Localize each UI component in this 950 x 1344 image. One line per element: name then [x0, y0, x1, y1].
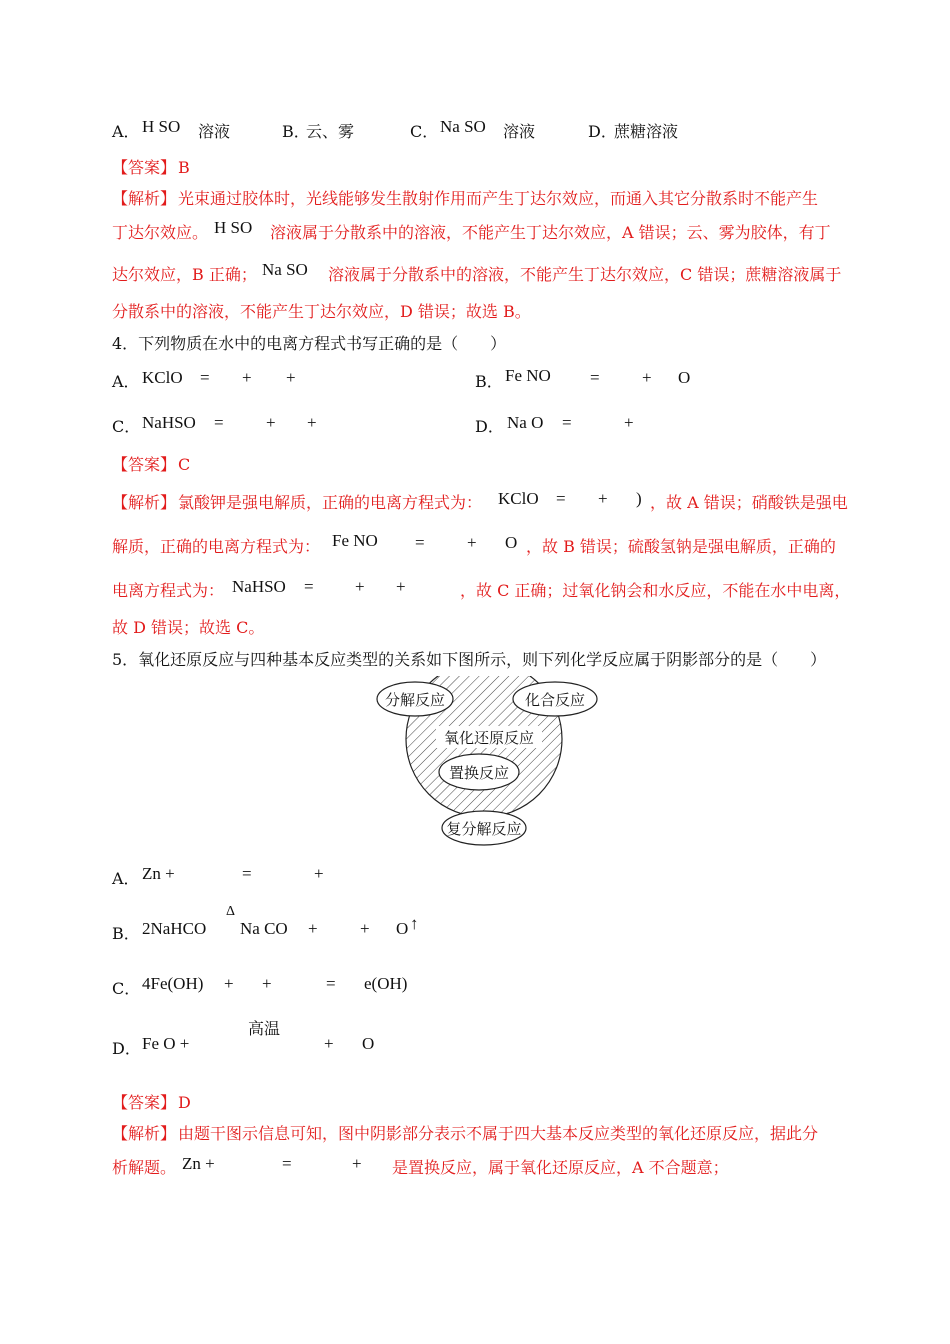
analysis-plus: + [352, 1154, 362, 1173]
analysis-tag: 【解析】 [112, 189, 177, 208]
option-c-formula: 4Fe(OH) [142, 974, 204, 993]
option-a-formula: KClO [142, 368, 183, 387]
analysis-line-2b: ，故 B 错误；硫酸氢钠是强电解质，正确的 [526, 537, 836, 556]
combination-label: 化合反应 [524, 691, 586, 709]
analysis-line-1b: ，故 A 错误；硝酸铁是强电 [650, 493, 848, 512]
analysis-eq: = [282, 1154, 292, 1173]
analysis-plus-3a: + [355, 577, 365, 596]
answer-tag: 【答案】 [112, 1093, 177, 1112]
option-d-formula: Na O [507, 413, 544, 432]
option-c-label: C． [410, 122, 439, 141]
analysis-plus-3b: + [396, 577, 406, 596]
analysis-line-3a: 电离方程式为： [112, 581, 225, 600]
analysis-plus-2: + [467, 533, 477, 552]
option-a-plus-2: + [286, 368, 296, 387]
analysis-eq-2: = [415, 533, 425, 552]
analysis-line-1: 光束通过胶体时，光线能够发生散射作用而产生丁达尔效应，而通入其它分散系时不能产生 [178, 189, 819, 208]
option-c-eq: = [214, 413, 224, 432]
analysis-formula-h2so4: H SO [214, 218, 253, 237]
option-d-formula: Fe O + [142, 1034, 190, 1053]
analysis-line-4: 故 D 错误；故选 C。 [112, 618, 265, 637]
option-d-label: D． [112, 1039, 141, 1058]
option-b-product: Na CO [240, 919, 288, 938]
option-b-formula: 2NaHCO [142, 919, 207, 938]
option-c-plus-1: + [266, 413, 276, 432]
analysis-line-2a: 丁达尔效应。 [112, 223, 209, 242]
analysis-line-3b: 溶液属于分散系中的溶液，不能产生丁达尔效应，C 错误；蔗糖溶液属于 [328, 265, 842, 284]
analysis-formula-nahso4: NaHSO [232, 577, 286, 596]
option-b-plus-1: + [308, 919, 318, 938]
answer-value: D [178, 1093, 191, 1112]
option-d-plus: + [624, 413, 634, 432]
analysis-line-3b: ，故 C 正确；过氧化钠会和水反应，不能在水中电离， [460, 581, 851, 600]
option-b-plus-2: + [360, 919, 370, 938]
analysis-line-2b: 是置换反应，属于氧化还原反应，A 不合题意； [392, 1158, 729, 1177]
option-b-condition: Δ [226, 904, 236, 919]
answer-value: C [178, 455, 191, 474]
option-d-label: D． [588, 122, 617, 141]
option-b-tail: O [396, 919, 409, 938]
option-b-eq: = [590, 368, 600, 387]
option-c-plus-2: + [262, 974, 272, 993]
analysis-line-3a: 达尔效应，B 正确； [112, 265, 257, 284]
reaction-relation-diagram [370, 676, 605, 852]
option-d-eq: = [562, 413, 572, 432]
analysis-formula-fe-no3: Fe NO [332, 531, 378, 550]
option-a-label: A． [112, 372, 140, 391]
option-a-formula: H SO [142, 117, 181, 136]
option-b-formula: Fe NO [505, 366, 551, 385]
option-d-plus: + [324, 1034, 334, 1053]
analysis-line-2b: 溶液属于分散系中的溶液，不能产生丁达尔效应，A 错误；云、雾为胶体，有丁 [270, 223, 831, 242]
option-d-condition: 高温 [248, 1019, 281, 1038]
answer-value: B [178, 158, 190, 177]
analysis-tag: 【解析】 [112, 493, 177, 512]
analysis-tag: 【解析】 [112, 1124, 177, 1143]
analysis-eq-3: = [304, 577, 314, 596]
displacement-label: 置换反应 [448, 764, 510, 782]
analysis-formula-kclo3: KClO [498, 489, 539, 508]
analysis-line-1: 由题干图示信息可知，图中阴影部分表示不属于四大基本反应类型的氧化还原反应，据此分 [178, 1124, 819, 1143]
option-d-tail: O [362, 1034, 375, 1053]
option-b-plus: + [642, 368, 652, 387]
analysis-plus-1: + [598, 489, 608, 508]
option-a-plus: + [314, 864, 324, 883]
analysis-formula-na2so4: Na SO [262, 260, 308, 279]
double-decomposition-label: 复分解反应 [446, 820, 522, 838]
option-a-label: A． [112, 869, 140, 888]
option-c-formula: Na SO [440, 117, 486, 136]
option-b-label: B． [282, 122, 310, 141]
analysis-eq-1: = [556, 489, 566, 508]
redox-label: 氧化还原反应 [443, 729, 535, 747]
option-b-label: B． [475, 372, 503, 391]
analysis-formula-zn: Zn + [182, 1154, 215, 1173]
option-c-product: e(OH) [364, 974, 408, 993]
option-a-eq: = [242, 864, 252, 883]
option-a-label: A． [112, 122, 140, 141]
option-c-label: C． [112, 417, 141, 436]
option-c-label: C． [112, 979, 141, 998]
option-c-formula: NaHSO [142, 413, 196, 432]
option-b-text: 云、雾 [306, 122, 355, 141]
option-d-label: D． [475, 417, 504, 436]
q5-stem: 5．氧化还原反应与四种基本反应类型的关系如下图所示，则下列化学反应属于阴影部分的是（ ） [112, 650, 827, 669]
q4-stem: 4．下列物质在水中的电离方程式书写正确的是（ ） [112, 334, 507, 353]
option-d-text: 蔗糖溶液 [614, 122, 679, 141]
analysis-line-4: 分散系中的溶液，不能产生丁达尔效应，D 错误；故选 B。 [112, 302, 531, 321]
option-b-up-arrow: ↑ [410, 914, 419, 933]
answer-tag: 【答案】 [112, 455, 177, 474]
option-c-suffix: 溶液 [503, 122, 536, 141]
decomposition-label: 分解反应 [384, 691, 446, 709]
option-a-suffix: 溶液 [198, 122, 231, 141]
option-c-eq: = [326, 974, 336, 993]
option-a-plus-1: + [242, 368, 252, 387]
analysis-tail-1: ) [636, 489, 642, 508]
option-b-label: B． [112, 924, 140, 943]
option-a-formula: Zn + [142, 864, 175, 883]
analysis-line-2a: 析解题。 [112, 1158, 177, 1177]
answer-tag: 【答案】 [112, 158, 177, 177]
analysis-line-1a: 氯酸钾是强电解质，正确的电离方程式为： [178, 493, 483, 512]
option-a-eq: = [200, 368, 210, 387]
analysis-line-2a: 解质，正确的电离方程式为： [112, 537, 321, 556]
option-c-plus-1: + [224, 974, 234, 993]
analysis-tail-2: O [505, 533, 518, 552]
option-c-plus-2: + [307, 413, 317, 432]
option-b-tail: O [678, 368, 691, 387]
